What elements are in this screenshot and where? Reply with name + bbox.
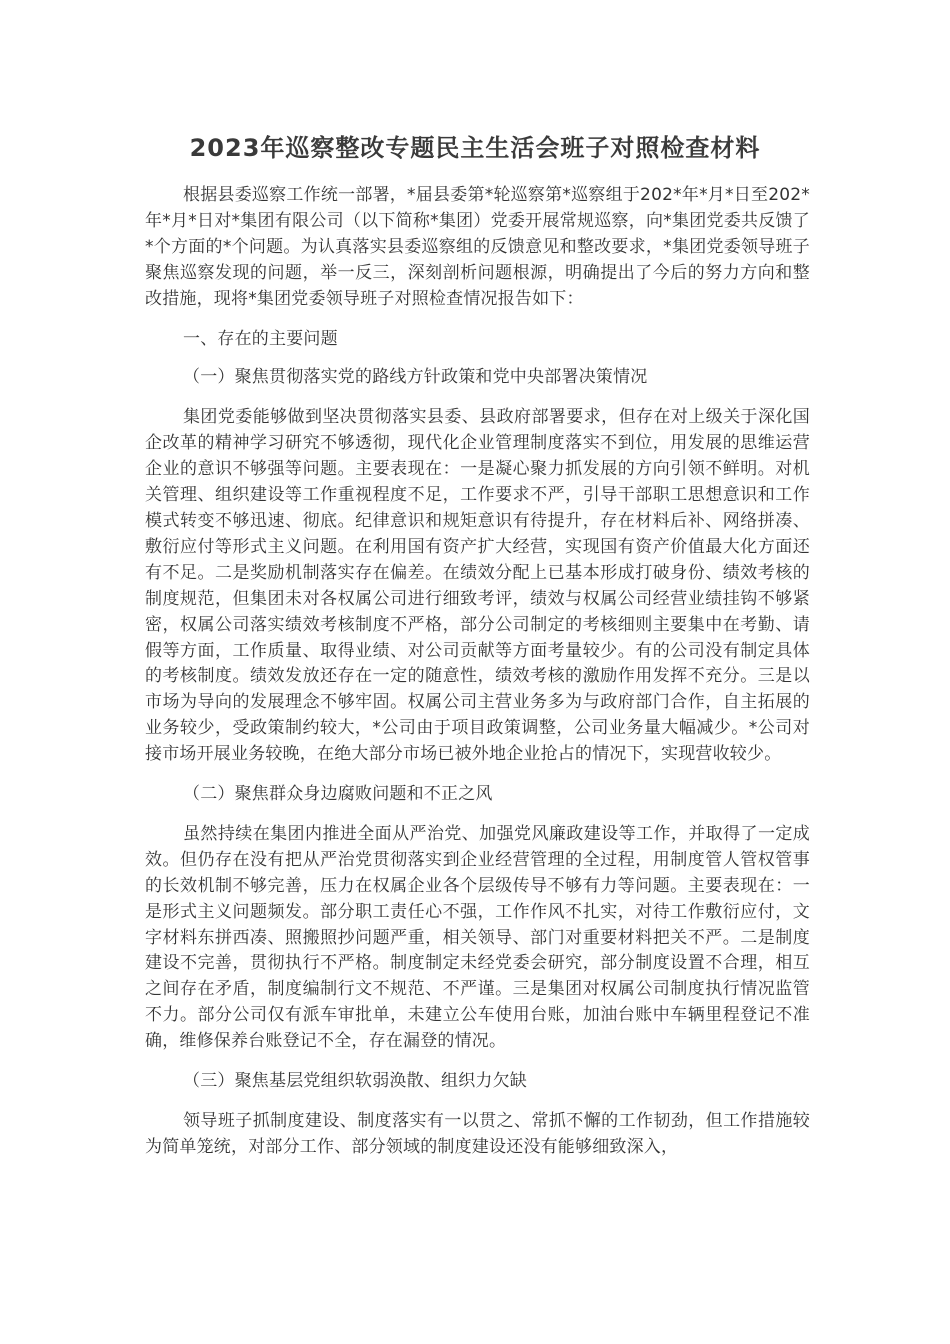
subsection-heading-3: （三）聚焦基层党组织软弱涣散、组织力欠缺 (183, 1071, 527, 1092)
subsection-heading-1: （一）聚焦贯彻落实党的路线方针政策和党中央部署决策情况 (183, 367, 648, 388)
subsection-paragraph-1: 集团党委能够做到坚决贯彻落实县委、县政府部署要求，但存在对上级关于深化国企改革的精神学习研究不够透彻，现代化企业管理制度落实不到位，用发展的思维运营企业的意识不够强等问题。主要表现在：一是凝心聚力抓发展的方向引领不鲜明。对机关管理、组织建设等工作重视程度不足，工作要求不严，引导干部职工思想意识和工作模式转变不够迅速、彻底。纪律意识和规矩意识有待提升，存在材料后补、网络拼凑、敷衍应付等形式主义问题。在利用国有资产扩大经营，实现国有资产价值最大化方面还有不足。二是奖励机制落实存在偏差。在绩效分配上已基本形成打破身份、绩效考核的制度规范，但集团未对各权属公司进行细致考评，绩效与权属公司经营业绩挂钩不够紧密，权属公司落实绩效考核制度不严格，部分公司制定的考核细则主要集中在考勤、请假等方面，工作质量、取得业绩、对公司贡献等方面考量较少。有的公司没有制定具体的考核制度。绩效发放还存在一定的随意性，绩效考核的激励作用发挥不充分。三是以市场为导向的发展理念不够牢固。权属公司主营业务多为与政府部门合作，自主拓展的业务较少，受政策制约较大，*公司由于项目政策调整，公司业务量大幅减少。*公司对接市场开展业务较晚，在绝大部分市场已被外地企业抢占的情况下，实现营收较少。 (145, 407, 810, 765)
subsection-heading-2: （二）聚焦群众身边腐败问题和不正之风 (183, 784, 493, 805)
document-title: 2023年巡察整改专题民主生活会班子对照检查材料 (189, 134, 761, 162)
section-heading-problems: 一、存在的主要问题 (183, 328, 338, 349)
subsection-paragraph-3: 领导班子抓制度建设、制度落实有一以贯之、常抓不懈的工作韧劲，但工作措施较为简单笼统，对部分工作、部分领域的制度建设还没有能够细致深入， (145, 1111, 810, 1157)
document-body (145, 183, 810, 1161)
intro-paragraph: 根据县委巡察工作统一部署，*届县委第*轮巡察第*巡察组于202*年*月*日至202*年*月*日对*集团有限公司（以下简称*集团）党委开展常规巡察，向*集团党委共反馈了*个方面的*个问题。为认真落实县委巡察组的反馈意见和整改要求，*集团党委领导班子聚焦巡察发现的问题，举一反三，深刻剖析问题根源，明确提出了今后的努力方向和整改措施，现将*集团党委领导班子对照检查情况报告如下： (145, 185, 810, 309)
subsection-paragraph-2: 虽然持续在集团内推进全面从严治党、加强党风廉政建设等工作，并取得了一定成效。但仍存在没有把从严治党贯彻落实到企业经营管理的全过程，用制度管人管权管事的长效机制不够完善，压力在权属企业各个层级传导不够有力等问题。主要表现在：一是形式主义问题频发。部分职工责任心不强，工作作风不扎实，对待工作敷衍应付，文字材料东拼西凑、照搬照抄问题严重，相关领导、部门对重要材料把关不严。二是制度建设不完善，贯彻执行不严格。制度制定未经党委会研究，部分制度设置不合理，相互之间存在矛盾，制度编制行文不规范、不严谨。三是集团对权属公司制度执行情况监管不力。部分公司仅有派车审批单，未建立公车使用台账，加油台账中车辆里程登记不准确，维修保养台账登记不全，存在漏登的情况。 (145, 823, 810, 1052)
